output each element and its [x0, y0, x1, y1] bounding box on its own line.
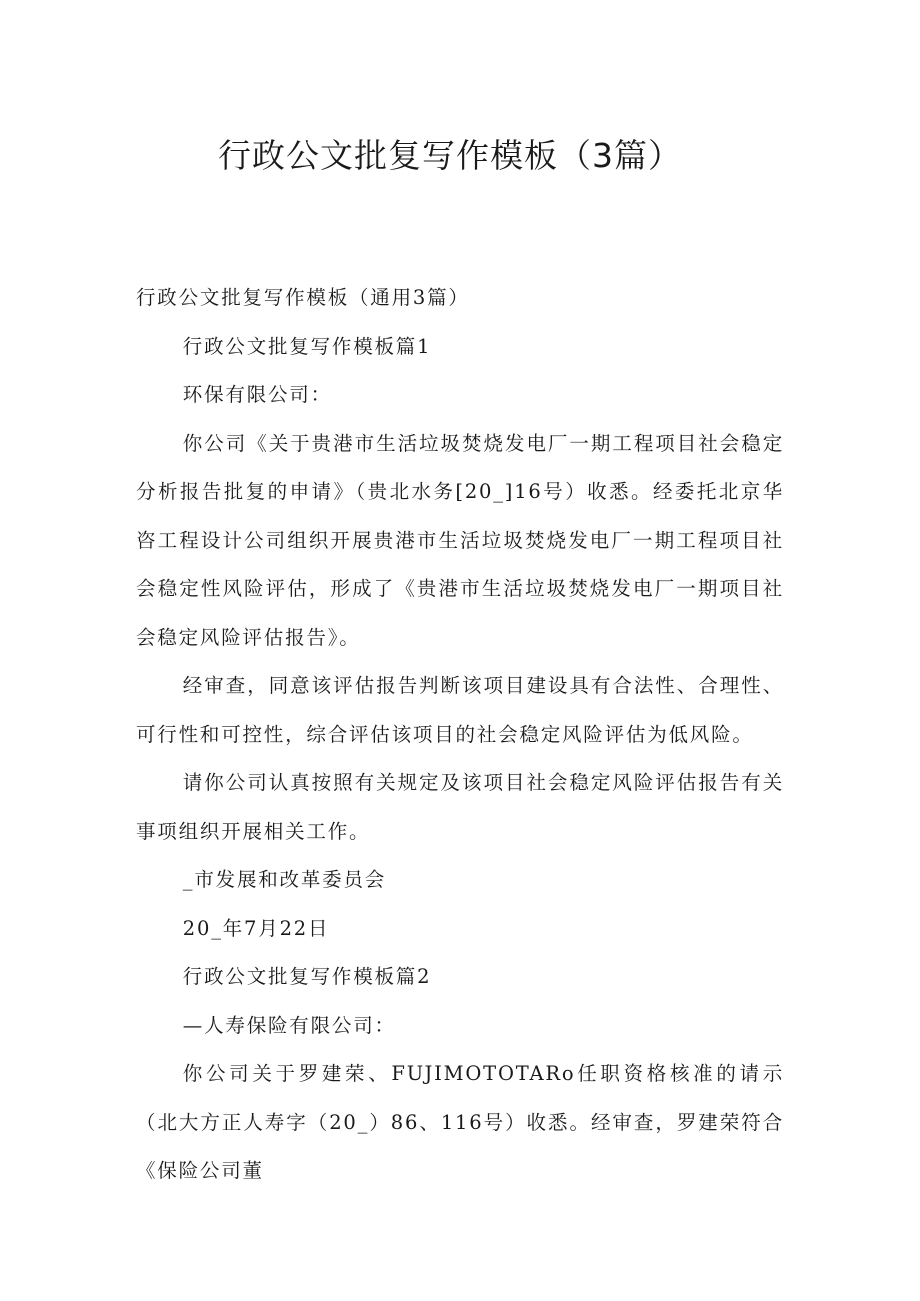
signature-date: 20_年7月22日 — [182, 916, 330, 940]
document-title: 行政公文批复写作模板（3篇） — [218, 136, 682, 175]
body-paragraph: 你公司关于罗建荣、FUJIMOTOTARo任职资格核准的请示（北大方正人寿字（20_）86、116号）收悉。经审查，罗建荣符合《保险公司董 — [136, 1062, 784, 1182]
signature-org: _市发展和改革委员会 — [182, 868, 387, 891]
section-heading-2: 行政公文批复写作模板篇2 — [182, 965, 432, 988]
body-paragraph: 请你公司认真按照有关规定及该项目社会稳定风险评估报告有关事项组织开展相关工作。 — [136, 771, 784, 843]
addressee-1: 环保有限公司： — [182, 383, 332, 406]
section-heading-1: 行政公文批复写作模板篇1 — [182, 334, 432, 358]
document-body — [136, 274, 784, 1196]
body-paragraph: 你公司《关于贵港市生活垃圾焚烧发电厂一期工程项目社会稳定分析报告批复的申请》（贵北水务[20_]16号）收悉。经委托北京华咨工程设计公司组织开展贵港市生活垃圾焚烧发电厂一期工程项目社会稳定性风险评估，形成了《贵港市生活垃圾焚烧发电厂一期项目社会稳定风险评估报告》。 — [136, 431, 784, 649]
body-paragraph: 经审查，同意该评估报告判断该项目建设具有合法性、合理性、可行性和可控性，综合评估该项目的社会稳定风险评估为低风险。 — [136, 674, 784, 746]
addressee-2: —人寿保险有限公司： — [182, 1013, 396, 1037]
subtitle: 行政公文批复写作模板（通用3篇） — [136, 286, 470, 309]
